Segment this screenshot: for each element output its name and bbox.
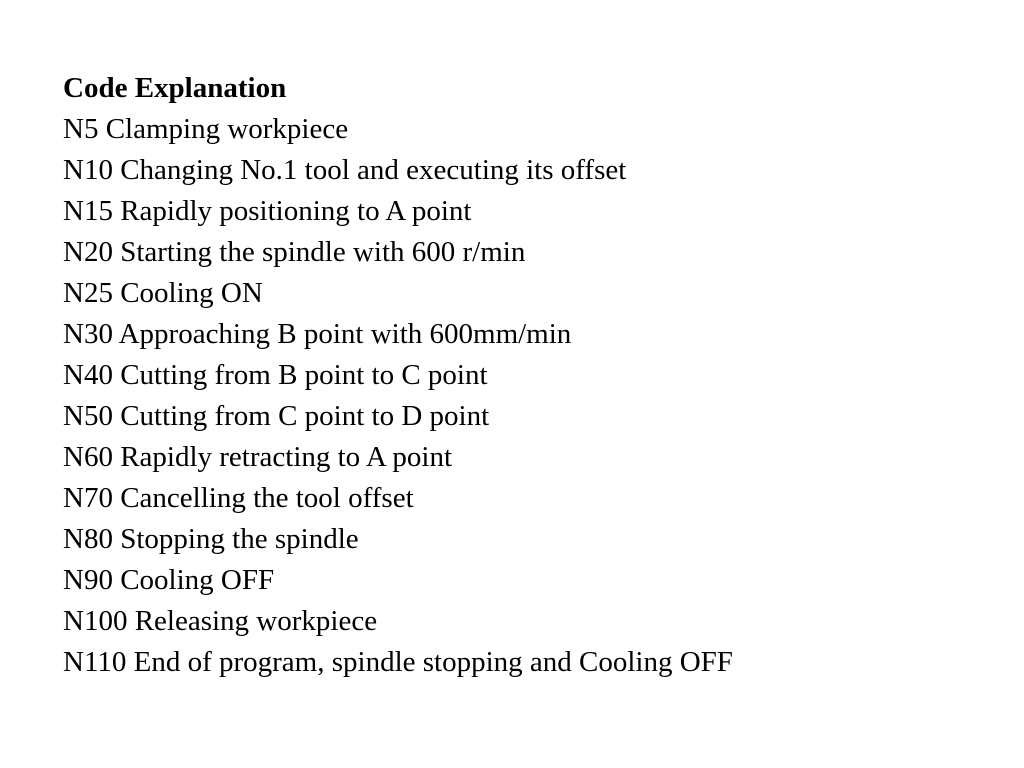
code-line-n30: N30 Approaching B point with 600mm/min bbox=[63, 318, 572, 350]
code-line-n80: N80 Stopping the spindle bbox=[63, 523, 359, 555]
code-line-n50: N50 Cutting from C point to D point bbox=[63, 400, 490, 432]
code-line-n40: N40 Cutting from B point to C point bbox=[63, 359, 488, 391]
code-line-n5: N5 Clamping workpiece bbox=[63, 113, 349, 145]
code-explanation-list bbox=[63, 109, 983, 683]
code-line-n90: N90 Cooling OFF bbox=[63, 564, 275, 596]
code-line-n110: N110 End of program, spindle stopping and Cooling OFF bbox=[63, 646, 733, 678]
code-line-n10: N10 Changing No.1 tool and executing its offset bbox=[63, 154, 627, 186]
code-line-n100: N100 Releasing workpiece bbox=[63, 605, 378, 637]
code-line-n20: N20 Starting the spindle with 600 r/min bbox=[63, 236, 526, 268]
document-title: Code Explanation bbox=[63, 72, 287, 104]
document-body bbox=[63, 68, 983, 683]
code-line-n25: N25 Cooling ON bbox=[63, 277, 263, 309]
code-line-n70: N70 Cancelling the tool offset bbox=[63, 482, 414, 514]
code-line-n15: N15 Rapidly positioning to A point bbox=[63, 195, 472, 227]
code-line-n60: N60 Rapidly retracting to A point bbox=[63, 441, 453, 473]
